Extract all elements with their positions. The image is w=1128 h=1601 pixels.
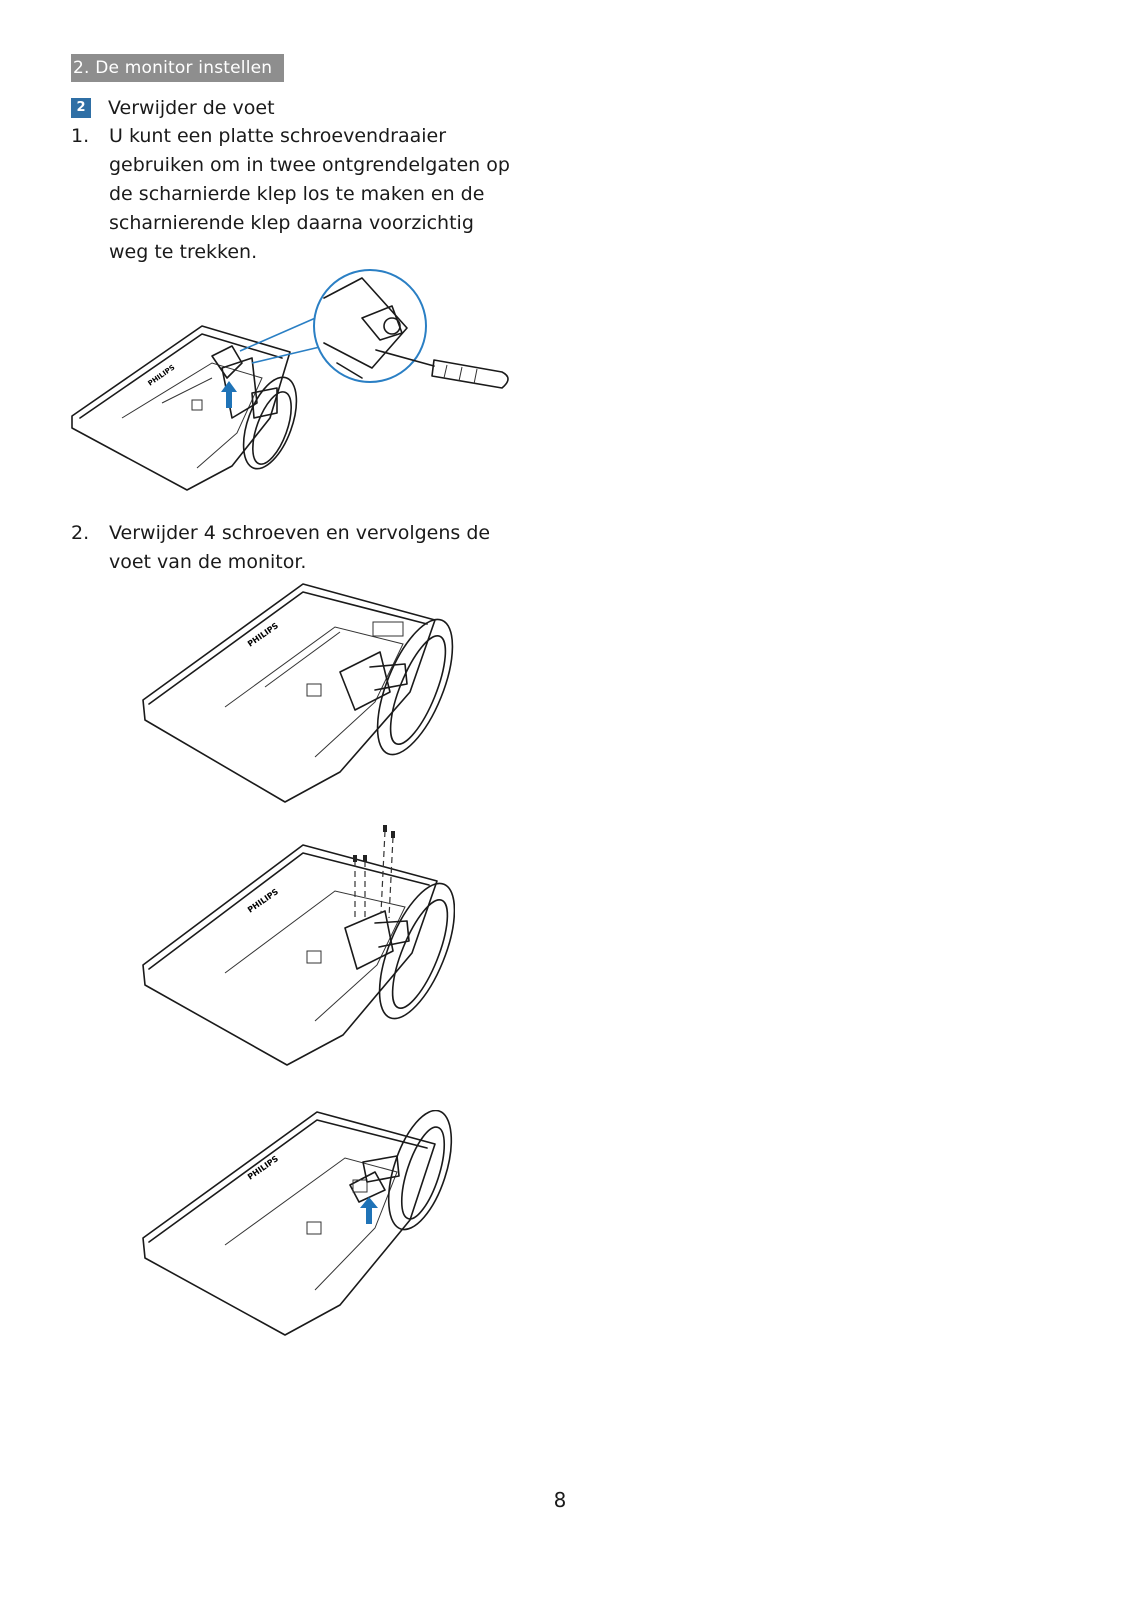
monitor-stand-figure <box>135 572 455 807</box>
step-number-badge: 2 <box>71 98 91 118</box>
instruction-text: U kunt een platte schroevendraaier gebruiken om in twee ontgrendelgaten op de scharnierde klep los te maken en de scharnierende klep daarna voorzichtig weg te trekken. <box>109 125 510 263</box>
instruction-text: Verwijder 4 schroeven en vervolgens de voet van de monitor. <box>109 522 491 573</box>
remove-stand-figure <box>135 1110 455 1355</box>
step-title: Verwijder de voet <box>108 97 275 119</box>
section-tab: 2. De monitor instellen <box>71 54 284 82</box>
brand-logo: PHILIPS <box>245 1154 281 1182</box>
monitor-hinge-cover-figure <box>62 268 524 498</box>
instruction-2 <box>71 519 516 577</box>
page-number: 8 <box>553 1488 567 1512</box>
remove-screws-figure <box>135 823 455 1068</box>
step-heading <box>71 95 275 121</box>
pull-arrow-icon <box>221 381 237 408</box>
brand-logo: PHILIPS <box>146 363 177 388</box>
brand-logo: PHILIPS <box>245 887 281 915</box>
instruction-number: 2. <box>71 522 90 544</box>
instruction-number: 1. <box>71 125 90 147</box>
instruction-1 <box>71 122 516 267</box>
brand-logo: PHILIPS <box>245 621 281 649</box>
